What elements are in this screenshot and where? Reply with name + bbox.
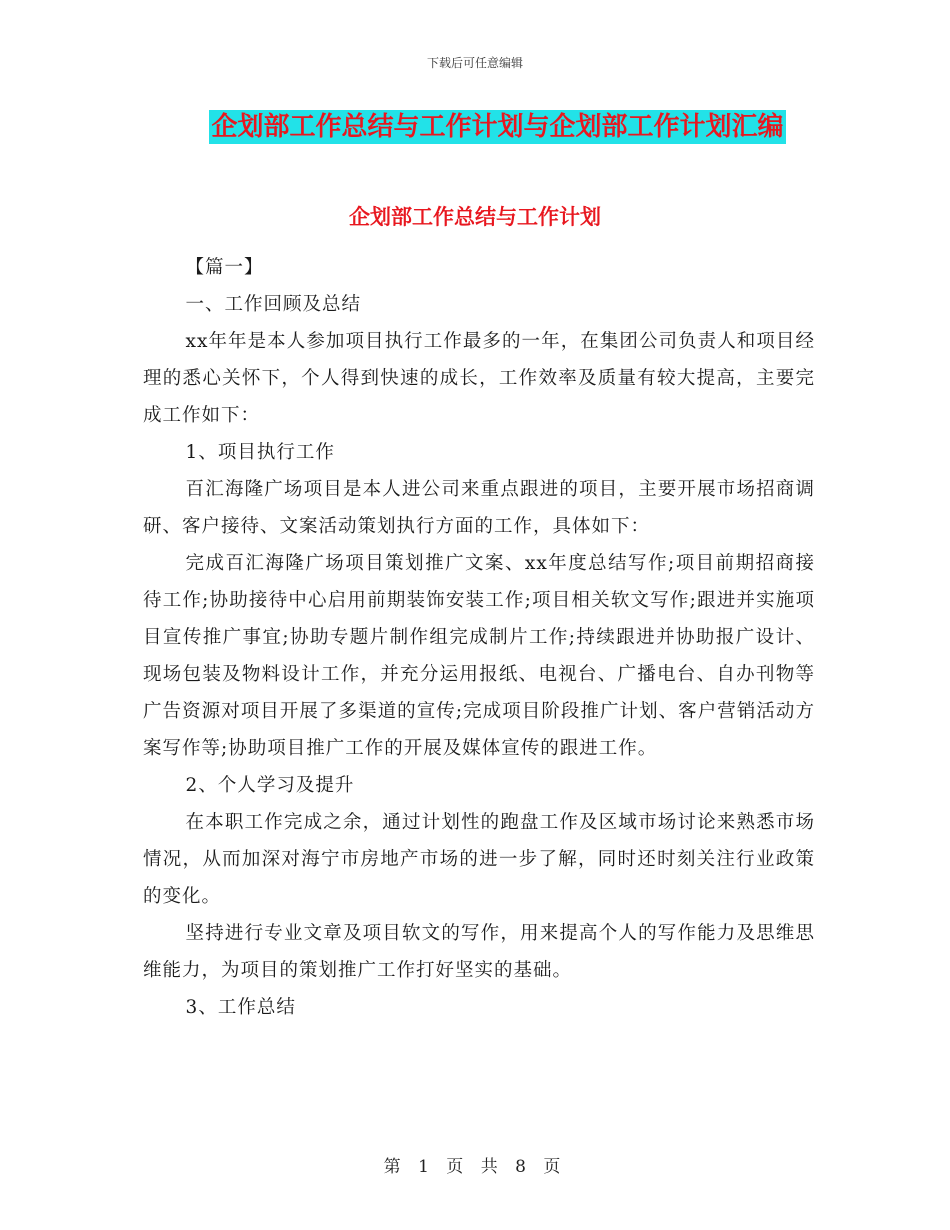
page-number: 第 1 页 共 8 页 [383, 1157, 567, 1177]
paragraph-project-details: 完成百汇海隆广场项目策划推广文案、xx年度总结写作;项目前期招商接待工作;协助接待中心启用前期装饰安装工作;项目相关软文写作;跟进并实施项目宣传推广事宜;协助专题片制作组完成制片工作;持续跟进并协助报广设计、现场包装及物料设计工作，并充分运用报纸、电视台、广播电台、自办刊物等广告资源对项目开展了多渠道的宣传;完成项目阶段推广计划、客户营销活动方案写作等;协助项目推广工作的开展及媒体宣传的跟进工作。 [143, 553, 815, 759]
paragraph-section-marker: 【篇一】 [185, 257, 264, 278]
header-note: 下载后可任意编辑 [426, 56, 523, 70]
document-body [143, 249, 815, 1026]
paragraph-intro: xx年年是本人参加项目执行工作最多的一年，在集团公司负责人和项目经理的悉心关怀下，个人得到快速的成长，工作效率及质量有较大提高，主要完成工作如下： [143, 331, 815, 426]
paragraph-project-overview: 百汇海隆广场项目是本人进公司来重点跟进的项目，主要开展市场招商调研、客户接待、文案活动策划执行方面的工作，具体如下： [143, 479, 815, 537]
main-title-container [0, 110, 950, 144]
paragraph-heading-summary: 3、工作总结 [185, 997, 296, 1018]
sub-title: 企划部工作总结与工作计划 [349, 205, 601, 229]
paragraph-heading-learning: 2、个人学习及提升 [185, 775, 355, 796]
paragraph-learning-writing: 坚持进行专业文章及项目软文的写作，用来提高个人的写作能力及思维思维能力，为项目的策划推广工作打好坚实的基础。 [143, 923, 815, 981]
paragraph-heading-project-work: 1、项目执行工作 [185, 442, 335, 463]
paragraph-heading-review: 一、工作回顾及总结 [185, 294, 362, 315]
paragraph-learning-market: 在本职工作完成之余，通过计划性的跑盘工作及区域市场讨论来熟悉市场情况，从而加深对海宁市房地产市场的进一步了解，同时还时刻关注行业政策的变化。 [143, 812, 815, 907]
main-title: 企划部工作总结与工作计划与企划部工作计划汇编 [211, 112, 784, 142]
